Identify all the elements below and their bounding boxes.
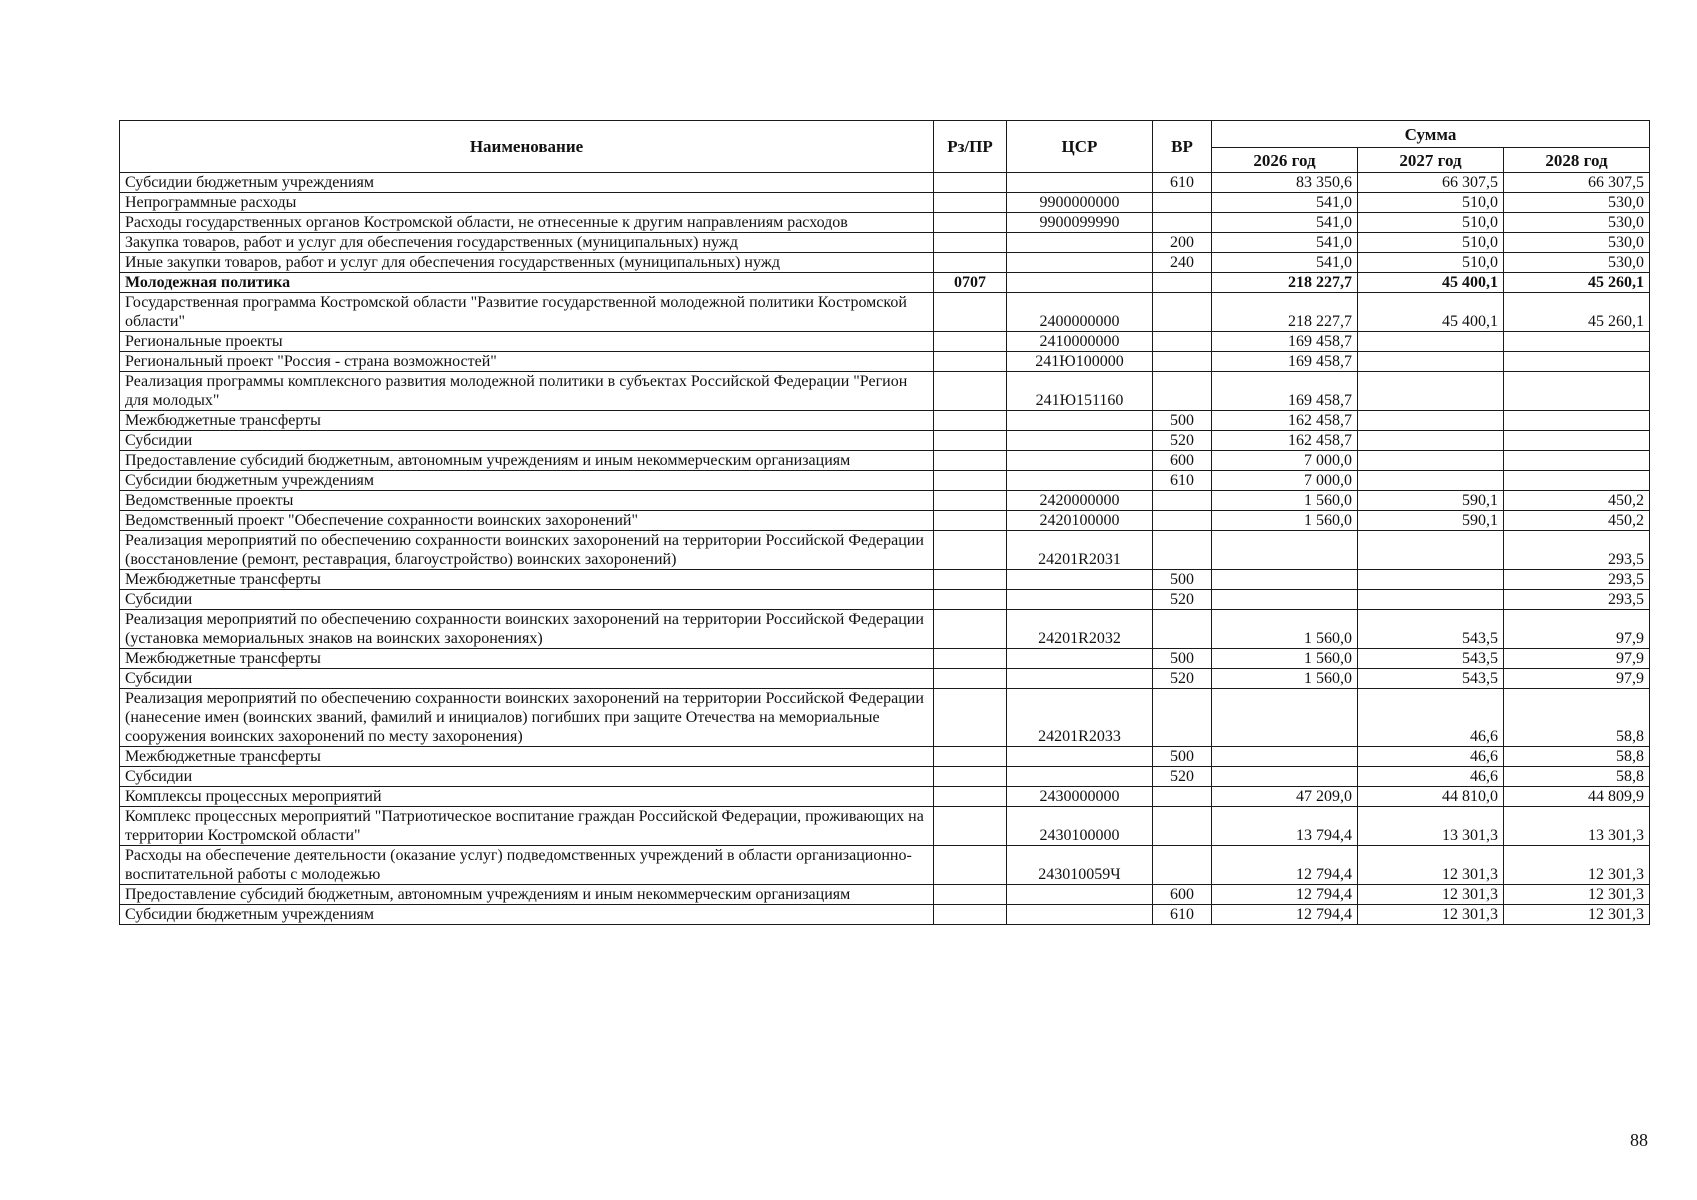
cell-2027: 543,5 xyxy=(1358,610,1504,649)
cell-csr: 243010059Ч xyxy=(1007,846,1153,885)
cell-2026: 12 794,4 xyxy=(1212,885,1358,905)
cell-name: Реализация мероприятий по обеспечению сохранности воинских захоронений на территории Российской Федерации (нанесение имен (воинских званий, фамилий и инициалов) погибших при защите Отечества на мемориальные сооружения воинских захоронений по месту захоронения) xyxy=(120,689,934,747)
table-header xyxy=(120,121,1650,173)
cell-rzpr xyxy=(934,193,1007,213)
cell-csr xyxy=(1007,411,1153,431)
cell-2027: 543,5 xyxy=(1358,649,1504,669)
table-row xyxy=(120,511,1650,531)
cell-2027: 46,6 xyxy=(1358,689,1504,747)
table-row xyxy=(120,233,1650,253)
cell-csr: 241Ю100000 xyxy=(1007,352,1153,372)
cell-name: Комплекс процессных мероприятий "Патриотическое воспитание граждан Российской Федерации, проживающих на территории Костромской области" xyxy=(120,807,934,846)
cell-2028: 293,5 xyxy=(1504,590,1650,610)
header-rzpr: Рз/ПР xyxy=(934,121,1007,173)
cell-2027 xyxy=(1358,352,1504,372)
cell-2028: 450,2 xyxy=(1504,491,1650,511)
table-row xyxy=(120,173,1650,193)
cell-2027 xyxy=(1358,451,1504,471)
cell-csr xyxy=(1007,747,1153,767)
cell-2027 xyxy=(1358,531,1504,570)
cell-2028: 450,2 xyxy=(1504,511,1650,531)
cell-2028: 66 307,5 xyxy=(1504,173,1650,193)
cell-2028: 12 301,3 xyxy=(1504,905,1650,925)
cell-2028 xyxy=(1504,352,1650,372)
cell-csr xyxy=(1007,590,1153,610)
table-row xyxy=(120,372,1650,411)
cell-name: Субсидии xyxy=(120,590,934,610)
cell-vr: 200 xyxy=(1153,233,1212,253)
cell-name: Региональные проекты xyxy=(120,332,934,352)
cell-2026 xyxy=(1212,590,1358,610)
cell-vr xyxy=(1153,491,1212,511)
cell-vr xyxy=(1153,610,1212,649)
cell-name: Ведомственные проекты xyxy=(120,491,934,511)
cell-2027: 510,0 xyxy=(1358,193,1504,213)
table-row xyxy=(120,471,1650,491)
cell-csr: 2420000000 xyxy=(1007,491,1153,511)
cell-csr: 9900000000 xyxy=(1007,193,1153,213)
header-sum: Сумма xyxy=(1212,121,1650,148)
cell-vr: 240 xyxy=(1153,253,1212,273)
cell-2027: 46,6 xyxy=(1358,767,1504,787)
cell-rzpr xyxy=(934,787,1007,807)
cell-2026 xyxy=(1212,531,1358,570)
cell-rzpr xyxy=(934,689,1007,747)
cell-csr xyxy=(1007,570,1153,590)
table-row xyxy=(120,531,1650,570)
cell-csr: 2430100000 xyxy=(1007,807,1153,846)
cell-2026: 1 560,0 xyxy=(1212,669,1358,689)
cell-name: Межбюджетные трансферты xyxy=(120,649,934,669)
header-year-2028: 2028 год xyxy=(1504,148,1650,173)
cell-2028: 44 809,9 xyxy=(1504,787,1650,807)
cell-2026: 1 560,0 xyxy=(1212,610,1358,649)
table-row xyxy=(120,649,1650,669)
table-row xyxy=(120,787,1650,807)
table-row xyxy=(120,669,1650,689)
cell-2026: 47 209,0 xyxy=(1212,787,1358,807)
cell-rzpr xyxy=(934,570,1007,590)
cell-vr xyxy=(1153,293,1212,332)
cell-rzpr xyxy=(934,747,1007,767)
cell-vr: 500 xyxy=(1153,747,1212,767)
cell-2028: 530,0 xyxy=(1504,233,1650,253)
cell-2026: 169 458,7 xyxy=(1212,352,1358,372)
cell-2026: 218 227,7 xyxy=(1212,273,1358,293)
cell-rzpr xyxy=(934,431,1007,451)
cell-rzpr xyxy=(934,451,1007,471)
cell-2028: 58,8 xyxy=(1504,747,1650,767)
cell-name: Субсидии бюджетным учреждениям xyxy=(120,905,934,925)
cell-vr xyxy=(1153,332,1212,352)
cell-vr: 600 xyxy=(1153,451,1212,471)
cell-vr xyxy=(1153,273,1212,293)
cell-2028: 13 301,3 xyxy=(1504,807,1650,846)
header-name: Наименование xyxy=(120,121,934,173)
cell-2026: 541,0 xyxy=(1212,193,1358,213)
cell-csr xyxy=(1007,451,1153,471)
cell-vr xyxy=(1153,352,1212,372)
cell-vr: 610 xyxy=(1153,905,1212,925)
cell-2027: 543,5 xyxy=(1358,669,1504,689)
cell-name: Реализация программы комплексного развития молодежной политики в субъектах Российской Федерации "Регион для молодых" xyxy=(120,372,934,411)
cell-rzpr xyxy=(934,511,1007,531)
cell-name: Межбюджетные трансферты xyxy=(120,570,934,590)
cell-name: Межбюджетные трансферты xyxy=(120,747,934,767)
cell-vr: 520 xyxy=(1153,431,1212,451)
cell-name: Ведомственный проект "Обеспечение сохранности воинских захоронений" xyxy=(120,511,934,531)
cell-csr xyxy=(1007,905,1153,925)
cell-name: Предоставление субсидий бюджетным, автономным учреждениям и иным некоммерческим организациям xyxy=(120,885,934,905)
cell-csr xyxy=(1007,233,1153,253)
cell-vr xyxy=(1153,787,1212,807)
cell-name: Субсидии бюджетным учреждениям xyxy=(120,471,934,491)
cell-name: Субсидии xyxy=(120,767,934,787)
cell-vr: 520 xyxy=(1153,590,1212,610)
cell-rzpr xyxy=(934,531,1007,570)
cell-2028: 12 301,3 xyxy=(1504,846,1650,885)
cell-rzpr xyxy=(934,233,1007,253)
cell-vr: 520 xyxy=(1153,669,1212,689)
cell-vr: 600 xyxy=(1153,885,1212,905)
cell-vr xyxy=(1153,213,1212,233)
cell-2028: 530,0 xyxy=(1504,193,1650,213)
cell-2027 xyxy=(1358,590,1504,610)
cell-rzpr xyxy=(934,332,1007,352)
cell-name: Субсидии бюджетным учреждениям xyxy=(120,173,934,193)
cell-rzpr xyxy=(934,846,1007,885)
table-row xyxy=(120,747,1650,767)
cell-name: Субсидии xyxy=(120,431,934,451)
cell-name: Иные закупки товаров, работ и услуг для обеспечения государственных (муниципальных) нужд xyxy=(120,253,934,273)
cell-2028: 45 260,1 xyxy=(1504,293,1650,332)
cell-2026: 7 000,0 xyxy=(1212,451,1358,471)
cell-rzpr xyxy=(934,590,1007,610)
cell-rzpr xyxy=(934,352,1007,372)
cell-csr: 2430000000 xyxy=(1007,787,1153,807)
cell-csr xyxy=(1007,431,1153,451)
cell-vr: 610 xyxy=(1153,471,1212,491)
cell-name: Субсидии xyxy=(120,669,934,689)
table-row xyxy=(120,905,1650,925)
cell-2026: 169 458,7 xyxy=(1212,372,1358,411)
budget-table xyxy=(119,120,1650,925)
page-number: 88 xyxy=(1630,1130,1648,1150)
cell-2027: 46,6 xyxy=(1358,747,1504,767)
table-row xyxy=(120,689,1650,747)
cell-csr: 2400000000 xyxy=(1007,293,1153,332)
cell-2027: 12 301,3 xyxy=(1358,885,1504,905)
cell-vr xyxy=(1153,511,1212,531)
table-row xyxy=(120,213,1650,233)
cell-2028: 97,9 xyxy=(1504,669,1650,689)
cell-vr xyxy=(1153,807,1212,846)
table-row xyxy=(120,570,1650,590)
cell-2026: 162 458,7 xyxy=(1212,411,1358,431)
cell-name: Комплексы процессных мероприятий xyxy=(120,787,934,807)
table-row xyxy=(120,293,1650,332)
cell-vr: 520 xyxy=(1153,767,1212,787)
cell-2028: 58,8 xyxy=(1504,767,1650,787)
cell-2028: 45 260,1 xyxy=(1504,273,1650,293)
cell-rzpr xyxy=(934,372,1007,411)
cell-2027: 590,1 xyxy=(1358,491,1504,511)
cell-2026: 12 794,4 xyxy=(1212,846,1358,885)
cell-rzpr xyxy=(934,885,1007,905)
cell-name: Реализация мероприятий по обеспечению сохранности воинских захоронений на территории Российской Федерации (восстановление (ремонт, реставрация, благоустройство) воинских захоронений) xyxy=(120,531,934,570)
cell-2026 xyxy=(1212,747,1358,767)
cell-rzpr xyxy=(934,253,1007,273)
cell-vr xyxy=(1153,193,1212,213)
cell-2026: 1 560,0 xyxy=(1212,511,1358,531)
cell-name: Реализация мероприятий по обеспечению сохранности воинских захоронений на территории Российской Федерации (установка мемориальных знаков на воинских захоронениях) xyxy=(120,610,934,649)
table-row xyxy=(120,885,1650,905)
cell-2028 xyxy=(1504,471,1650,491)
cell-vr xyxy=(1153,372,1212,411)
cell-2027: 45 400,1 xyxy=(1358,293,1504,332)
cell-2028: 97,9 xyxy=(1504,610,1650,649)
cell-csr xyxy=(1007,273,1153,293)
cell-2028: 530,0 xyxy=(1504,213,1650,233)
cell-2027: 12 301,3 xyxy=(1358,846,1504,885)
cell-vr xyxy=(1153,689,1212,747)
cell-rzpr xyxy=(934,669,1007,689)
cell-2028: 293,5 xyxy=(1504,531,1650,570)
cell-2028: 58,8 xyxy=(1504,689,1650,747)
cell-rzpr xyxy=(934,649,1007,669)
cell-csr: 9900099990 xyxy=(1007,213,1153,233)
cell-csr xyxy=(1007,767,1153,787)
table-row xyxy=(120,846,1650,885)
cell-rzpr xyxy=(934,610,1007,649)
cell-2026: 541,0 xyxy=(1212,233,1358,253)
cell-rzpr xyxy=(934,905,1007,925)
cell-2027: 44 810,0 xyxy=(1358,787,1504,807)
cell-2028: 12 301,3 xyxy=(1504,885,1650,905)
cell-2026 xyxy=(1212,767,1358,787)
cell-2027: 12 301,3 xyxy=(1358,905,1504,925)
table-row xyxy=(120,767,1650,787)
cell-vr: 500 xyxy=(1153,570,1212,590)
cell-2027 xyxy=(1358,431,1504,451)
header-vr: ВР xyxy=(1153,121,1212,173)
cell-rzpr xyxy=(934,411,1007,431)
cell-2027: 510,0 xyxy=(1358,213,1504,233)
cell-2026: 7 000,0 xyxy=(1212,471,1358,491)
cell-2028 xyxy=(1504,411,1650,431)
table-row xyxy=(120,352,1650,372)
table-row xyxy=(120,610,1650,649)
cell-2026: 541,0 xyxy=(1212,253,1358,273)
table-row xyxy=(120,431,1650,451)
table-row xyxy=(120,193,1650,213)
cell-vr: 500 xyxy=(1153,411,1212,431)
table-row xyxy=(120,491,1650,511)
cell-rzpr xyxy=(934,173,1007,193)
cell-2026: 1 560,0 xyxy=(1212,649,1358,669)
cell-csr xyxy=(1007,253,1153,273)
cell-vr xyxy=(1153,531,1212,570)
cell-vr: 610 xyxy=(1153,173,1212,193)
cell-2027: 510,0 xyxy=(1358,233,1504,253)
cell-csr: 241Ю151160 xyxy=(1007,372,1153,411)
cell-2028: 97,9 xyxy=(1504,649,1650,669)
cell-csr: 24201R2032 xyxy=(1007,610,1153,649)
cell-2028 xyxy=(1504,451,1650,471)
cell-2026: 541,0 xyxy=(1212,213,1358,233)
cell-name: Государственная программа Костромской области "Развитие государственной молодежной политики Костромской области" xyxy=(120,293,934,332)
cell-rzpr xyxy=(934,767,1007,787)
cell-name: Региональный проект "Россия - страна возможностей" xyxy=(120,352,934,372)
cell-name: Непрограммные расходы xyxy=(120,193,934,213)
cell-2027: 510,0 xyxy=(1358,253,1504,273)
cell-name: Расходы на обеспечение деятельности (оказание услуг) подведомственных учреждений в области организационно-воспитательной работы с молодежью xyxy=(120,846,934,885)
cell-vr xyxy=(1153,846,1212,885)
cell-csr: 24201R2033 xyxy=(1007,689,1153,747)
cell-rzpr xyxy=(934,293,1007,332)
cell-rzpr xyxy=(934,491,1007,511)
cell-2027 xyxy=(1358,411,1504,431)
cell-name: Межбюджетные трансферты xyxy=(120,411,934,431)
cell-2027: 590,1 xyxy=(1358,511,1504,531)
cell-rzpr xyxy=(934,807,1007,846)
cell-2027 xyxy=(1358,471,1504,491)
cell-csr: 2410000000 xyxy=(1007,332,1153,352)
cell-csr: 2420100000 xyxy=(1007,511,1153,531)
cell-csr xyxy=(1007,885,1153,905)
cell-2027: 45 400,1 xyxy=(1358,273,1504,293)
table-row xyxy=(120,411,1650,431)
cell-name: Закупка товаров, работ и услуг для обеспечения государственных (муниципальных) нужд xyxy=(120,233,934,253)
cell-csr xyxy=(1007,669,1153,689)
cell-2026: 162 458,7 xyxy=(1212,431,1358,451)
cell-2026: 218 227,7 xyxy=(1212,293,1358,332)
cell-2026: 83 350,6 xyxy=(1212,173,1358,193)
cell-rzpr xyxy=(934,213,1007,233)
header-year-2026: 2026 год xyxy=(1212,148,1358,173)
cell-2027 xyxy=(1358,332,1504,352)
cell-2027 xyxy=(1358,372,1504,411)
cell-2027 xyxy=(1358,570,1504,590)
cell-2028: 530,0 xyxy=(1504,253,1650,273)
cell-rzpr: 0707 xyxy=(934,273,1007,293)
cell-vr: 500 xyxy=(1153,649,1212,669)
table-body xyxy=(120,173,1650,925)
header-year-2027: 2027 год xyxy=(1358,148,1504,173)
table-row xyxy=(120,590,1650,610)
cell-2026: 12 794,4 xyxy=(1212,905,1358,925)
table-row xyxy=(120,253,1650,273)
cell-2026: 1 560,0 xyxy=(1212,491,1358,511)
cell-2026 xyxy=(1212,689,1358,747)
cell-2028 xyxy=(1504,332,1650,352)
cell-csr xyxy=(1007,471,1153,491)
cell-2027: 13 301,3 xyxy=(1358,807,1504,846)
table-row xyxy=(120,451,1650,471)
cell-2028 xyxy=(1504,431,1650,451)
table-row xyxy=(120,273,1650,293)
cell-rzpr xyxy=(934,471,1007,491)
cell-2028: 293,5 xyxy=(1504,570,1650,590)
cell-csr: 24201R2031 xyxy=(1007,531,1153,570)
header-csr: ЦСР xyxy=(1007,121,1153,173)
cell-name: Расходы государственных органов Костромской области, не отнесенные к другим направлениям расходов xyxy=(120,213,934,233)
cell-csr xyxy=(1007,649,1153,669)
cell-2026: 169 458,7 xyxy=(1212,332,1358,352)
cell-2026 xyxy=(1212,570,1358,590)
table-row xyxy=(120,807,1650,846)
cell-2028 xyxy=(1504,372,1650,411)
cell-name: Предоставление субсидий бюджетным, автономным учреждениям и иным некоммерческим организациям xyxy=(120,451,934,471)
cell-2026: 13 794,4 xyxy=(1212,807,1358,846)
cell-name: Молодежная политика xyxy=(120,273,934,293)
table-row xyxy=(120,332,1650,352)
cell-2027: 66 307,5 xyxy=(1358,173,1504,193)
cell-csr xyxy=(1007,173,1153,193)
